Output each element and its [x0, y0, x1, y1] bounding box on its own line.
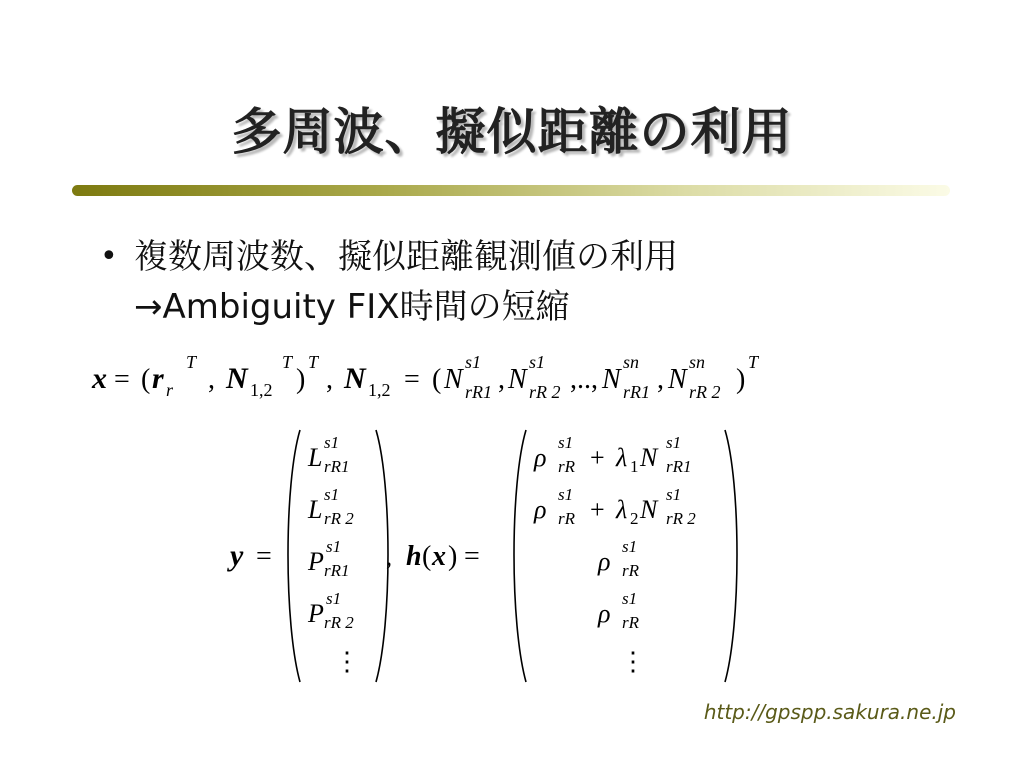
svg-text:sn: sn — [623, 352, 640, 372]
svg-text:r: r — [166, 380, 174, 400]
svg-text:N: N — [226, 362, 248, 395]
svg-text:+: + — [590, 443, 605, 472]
svg-text:rR1: rR1 — [465, 382, 492, 402]
svg-text:ρ: ρ — [534, 495, 547, 524]
svg-text:,: , — [208, 364, 215, 395]
svg-text:x: x — [92, 362, 107, 395]
svg-text:s1: s1 — [558, 485, 574, 504]
svg-text:ρ: ρ — [598, 599, 611, 628]
svg-text:): ) — [296, 364, 306, 395]
svg-text:s1: s1 — [666, 485, 682, 504]
svg-text:r: r — [152, 362, 164, 395]
svg-text:s1: s1 — [666, 433, 682, 452]
svg-text:s1: s1 — [326, 589, 342, 608]
svg-text:P: P — [308, 599, 324, 628]
svg-text:λ: λ — [616, 443, 628, 472]
svg-text:N: N — [344, 362, 366, 395]
svg-text:,: , — [498, 364, 505, 395]
observation-vector-equation — [220, 424, 750, 690]
svg-text:h: h — [406, 541, 422, 572]
svg-text:): ) — [736, 364, 746, 395]
svg-text:s1: s1 — [558, 433, 574, 452]
svg-text:rR 2: rR 2 — [689, 382, 721, 402]
svg-text:s1: s1 — [324, 433, 340, 452]
svg-text:(: ( — [432, 364, 442, 395]
svg-text:x: x — [432, 541, 446, 572]
svg-text:): ) — [448, 541, 458, 572]
svg-text:=: = — [256, 541, 272, 572]
svg-text:=: = — [464, 541, 480, 572]
svg-text:s1: s1 — [326, 537, 342, 556]
svg-text:(: ( — [141, 364, 151, 395]
bullet-text-line1: 複数周波数、擬似距離観測値の利用 — [134, 237, 678, 277]
svg-text:1,2: 1,2 — [250, 380, 273, 400]
svg-text:s1: s1 — [465, 352, 482, 372]
svg-text:,..,: ,.., — [570, 364, 598, 395]
svg-text:T: T — [308, 352, 319, 372]
svg-text:s1: s1 — [622, 589, 638, 608]
svg-text:T: T — [748, 352, 759, 372]
bullet-marker: • — [100, 239, 118, 274]
svg-text:rR: rR — [558, 457, 575, 476]
svg-text:+: + — [590, 495, 605, 524]
title-underline-rule — [72, 185, 950, 196]
svg-text:rR: rR — [622, 561, 639, 580]
svg-text:N: N — [444, 364, 463, 395]
svg-text:rR1: rR1 — [324, 561, 350, 580]
svg-text:,: , — [386, 545, 392, 571]
svg-text:1: 1 — [630, 457, 639, 476]
svg-text:=: = — [404, 364, 420, 395]
svg-text:λ: λ — [616, 495, 628, 524]
svg-text:N: N — [668, 364, 687, 395]
svg-text:y: y — [230, 539, 244, 572]
svg-text:1,2: 1,2 — [368, 380, 391, 400]
svg-text:,: , — [657, 364, 664, 395]
footer-url[interactable]: http://gpspp.sakura.ne.jp — [703, 700, 956, 724]
svg-text:N: N — [640, 443, 658, 472]
svg-text:s1: s1 — [529, 352, 546, 372]
svg-text:,: , — [326, 364, 333, 395]
svg-text:L: L — [308, 495, 323, 524]
svg-text:L: L — [308, 443, 323, 472]
svg-text:ρ: ρ — [598, 547, 611, 576]
svg-text:rR 2: rR 2 — [666, 509, 696, 528]
svg-text:rR1: rR1 — [666, 457, 692, 476]
svg-text:sn: sn — [689, 352, 706, 372]
svg-text:rR 2: rR 2 — [324, 613, 354, 632]
svg-text:T: T — [282, 352, 293, 372]
bullet-text-line2: →Ambiguity FIX時間の短縮 — [134, 287, 570, 327]
svg-text:rR1: rR1 — [324, 457, 350, 476]
svg-text:rR1: rR1 — [623, 382, 650, 402]
svg-text:N: N — [508, 364, 527, 395]
svg-text:N: N — [602, 364, 621, 395]
svg-text:rR: rR — [622, 613, 639, 632]
svg-text:=: = — [114, 364, 130, 395]
svg-text:rR 2: rR 2 — [529, 382, 561, 402]
svg-text:rR 2: rR 2 — [324, 509, 354, 528]
svg-text:s1: s1 — [622, 537, 638, 556]
slide-title: 多周波、擬似距離の利用 — [231, 103, 793, 161]
svg-text:2: 2 — [630, 509, 639, 528]
svg-text:s1: s1 — [324, 485, 340, 504]
svg-text:rR: rR — [558, 509, 575, 528]
svg-text:N: N — [640, 495, 658, 524]
svg-text:⋮: ⋮ — [620, 647, 646, 676]
svg-text:(: ( — [422, 541, 432, 572]
svg-text:⋮: ⋮ — [334, 647, 360, 676]
svg-text:P: P — [308, 547, 324, 576]
svg-text:T: T — [186, 352, 197, 372]
state-vector-equation — [86, 344, 956, 410]
svg-text:ρ: ρ — [534, 443, 547, 472]
